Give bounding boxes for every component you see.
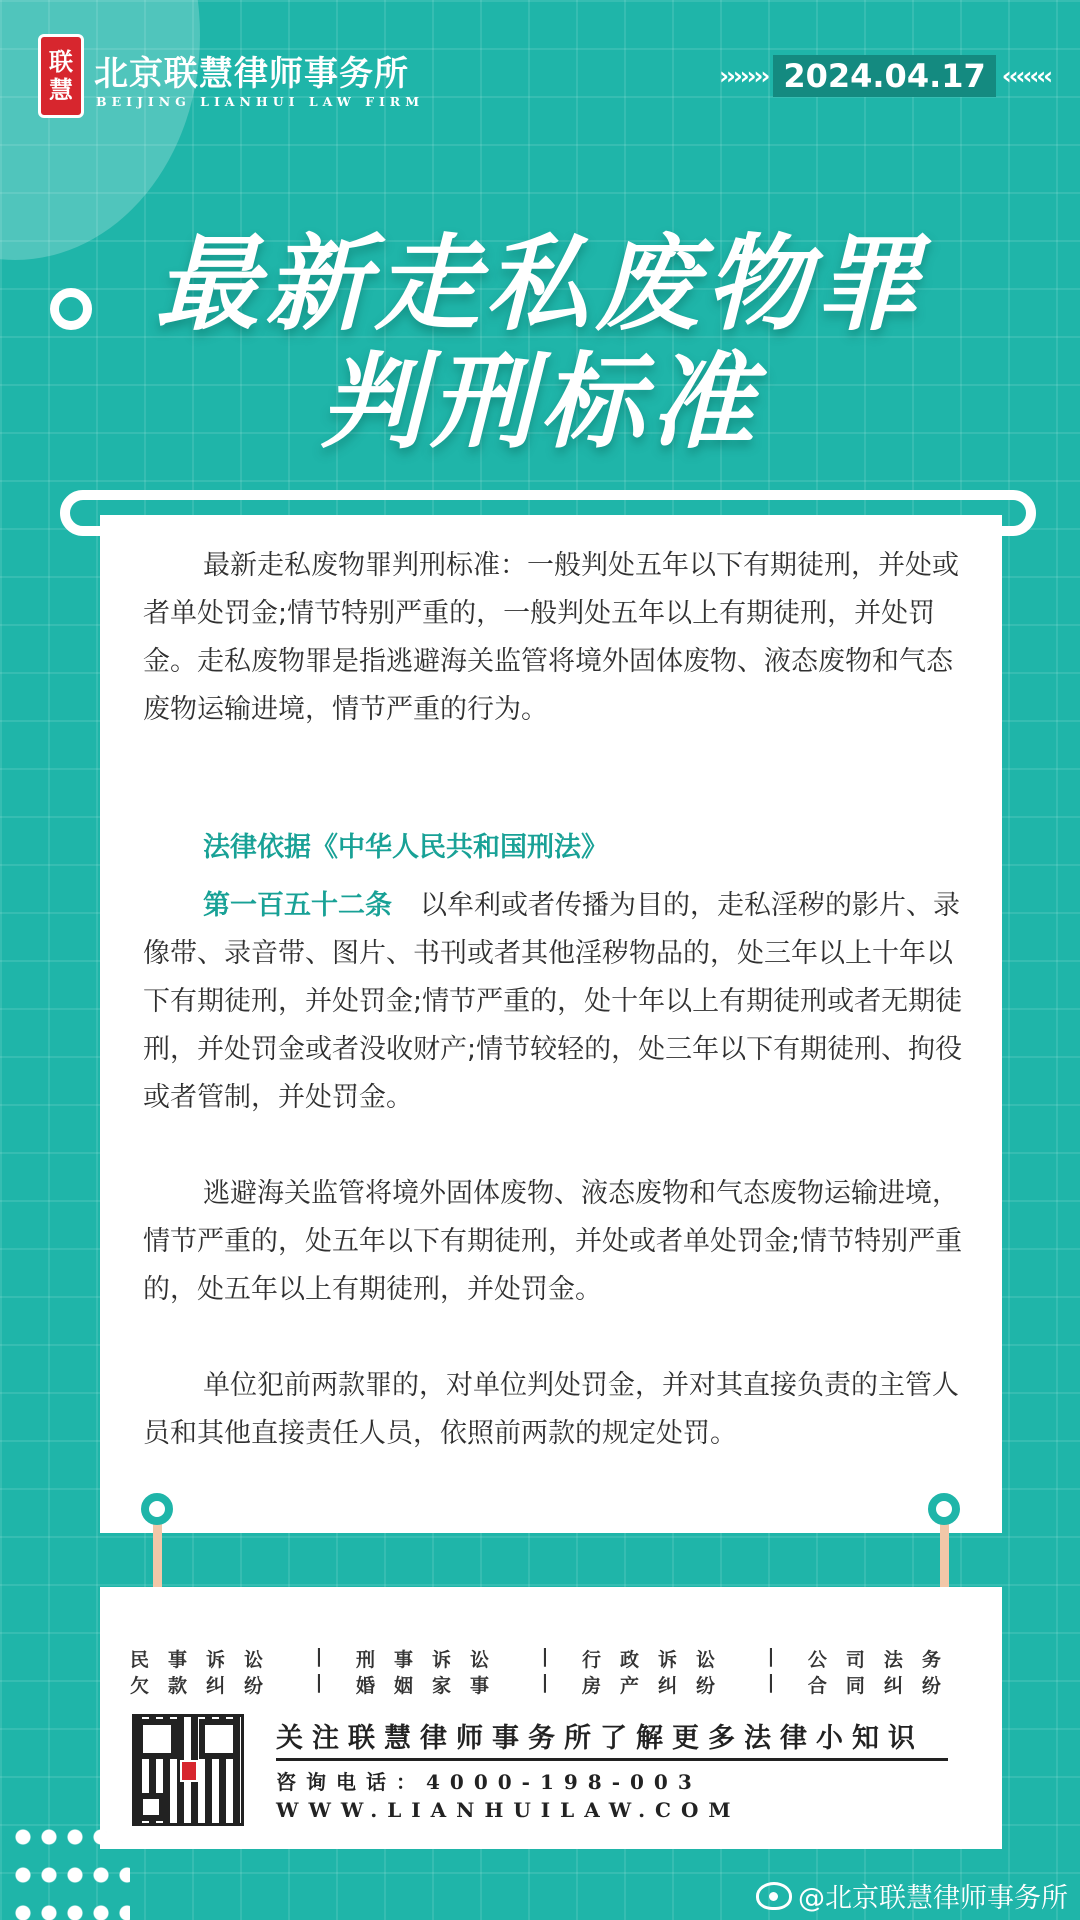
follow-slogan: 关注联慧律师事务所了解更多法律小知识 [276, 1723, 924, 1754]
separator: | [767, 1671, 775, 1693]
service-item: 欠款纠纷 [130, 1675, 283, 1697]
website-link[interactable]: WWW.LIANHUILAW.COM [276, 1798, 741, 1822]
intro-paragraph [143, 542, 973, 734]
firm-name-cn: 北京联慧律师事务所 [94, 54, 409, 94]
qr-finder-pattern [137, 1793, 165, 1821]
firm-name-en: BEIJING LIANHUI LAW FIRM [96, 94, 425, 109]
weibo-handle: @北京联慧律师事务所 [798, 1883, 1068, 1914]
separator: | [541, 1645, 549, 1667]
chevron-right-icon: ››››››› [719, 62, 768, 90]
article-paragraph-2 [143, 1170, 973, 1314]
separator: | [315, 1671, 323, 1693]
service-item: 公司法务 [807, 1649, 960, 1671]
chevron-left-icon: ‹‹‹‹‹‹‹ [1001, 62, 1050, 90]
qr-logo [180, 1760, 198, 1782]
service-item: 房产纠纷 [581, 1675, 734, 1697]
separator: | [767, 1645, 775, 1667]
clip-dot [928, 1493, 960, 1525]
service-item: 行政诉讼 [581, 1649, 734, 1671]
contact-phone[interactable]: 咨询电话：4000-198-003 [276, 1770, 702, 1794]
qr-code-icon[interactable] [132, 1714, 244, 1826]
page-title-line-1: 最新走私废物罪 [154, 223, 925, 345]
article-p2-text: 逃避海关监管将境外固体废物、液态废物和气态废物运输进境，情节严重的，处五年以下有期徒刑，并处或者单处罚金;情节特别严重的，处五年以上有期徒刑，并处罚金。 [143, 1178, 963, 1305]
article-number: 第一百五十二条 [203, 890, 392, 921]
divider [276, 1758, 948, 1761]
service-item: 刑事诉讼 [355, 1649, 508, 1671]
date-banner [719, 55, 1050, 97]
seal-char-1: 联 [49, 47, 73, 77]
seal-char-2: 慧 [49, 75, 73, 104]
law-basis-heading: 法律依据《中华人民共和国刑法》 [203, 832, 608, 863]
service-item: 婚姻家事 [355, 1675, 508, 1697]
intro-text: 最新走私废物罪判刑标准：一般判处五年以下有期徒刑，并处或者单处罚金;情节特别严重的，一般判处五年以上有期徒刑，并处罚金。走私废物罪是指逃避海关监管将境外固体废物、液态废物和气态废物运输进境，情节严重的行为。 [143, 550, 959, 725]
clip-dot [141, 1493, 173, 1525]
service-item: 民事诉讼 [130, 1649, 283, 1671]
separator: | [541, 1671, 549, 1693]
article-p1-text: 以牟利或者传播为目的，走私淫秽的影片、录像带、录音带、图片、书刊或者其他淫秽物品的，处三年以上十年以下有期徒刑，并处罚金;情节严重的，处十年以上有期徒刑或者无期徒刑，并处罚金或者没收财产;情节较轻的，处三年以下有期徒刑、拘役或者管制，并处罚金。 [143, 890, 963, 1113]
article-p3-text: 单位犯前两款罪的，对单位判处罚金，并对其直接负责的主管人员和其他直接责任人员，依照前两款的规定处罚。 [143, 1370, 959, 1449]
weibo-icon [756, 1882, 792, 1910]
page-title-line-2: 判刑标准 [319, 341, 760, 463]
article-paragraph-3 [143, 1362, 973, 1458]
post-date: 2024.04.17 [773, 55, 995, 97]
weibo-watermark [756, 1876, 1068, 1915]
separator: | [315, 1645, 323, 1667]
services-row-2 [130, 1671, 960, 1698]
service-item: 合同纠纷 [807, 1675, 960, 1697]
decorative-dots [10, 1818, 130, 1920]
firm-logo-seal [38, 34, 84, 118]
services-row-1 [130, 1645, 960, 1672]
article-paragraph-1 [143, 882, 973, 1122]
